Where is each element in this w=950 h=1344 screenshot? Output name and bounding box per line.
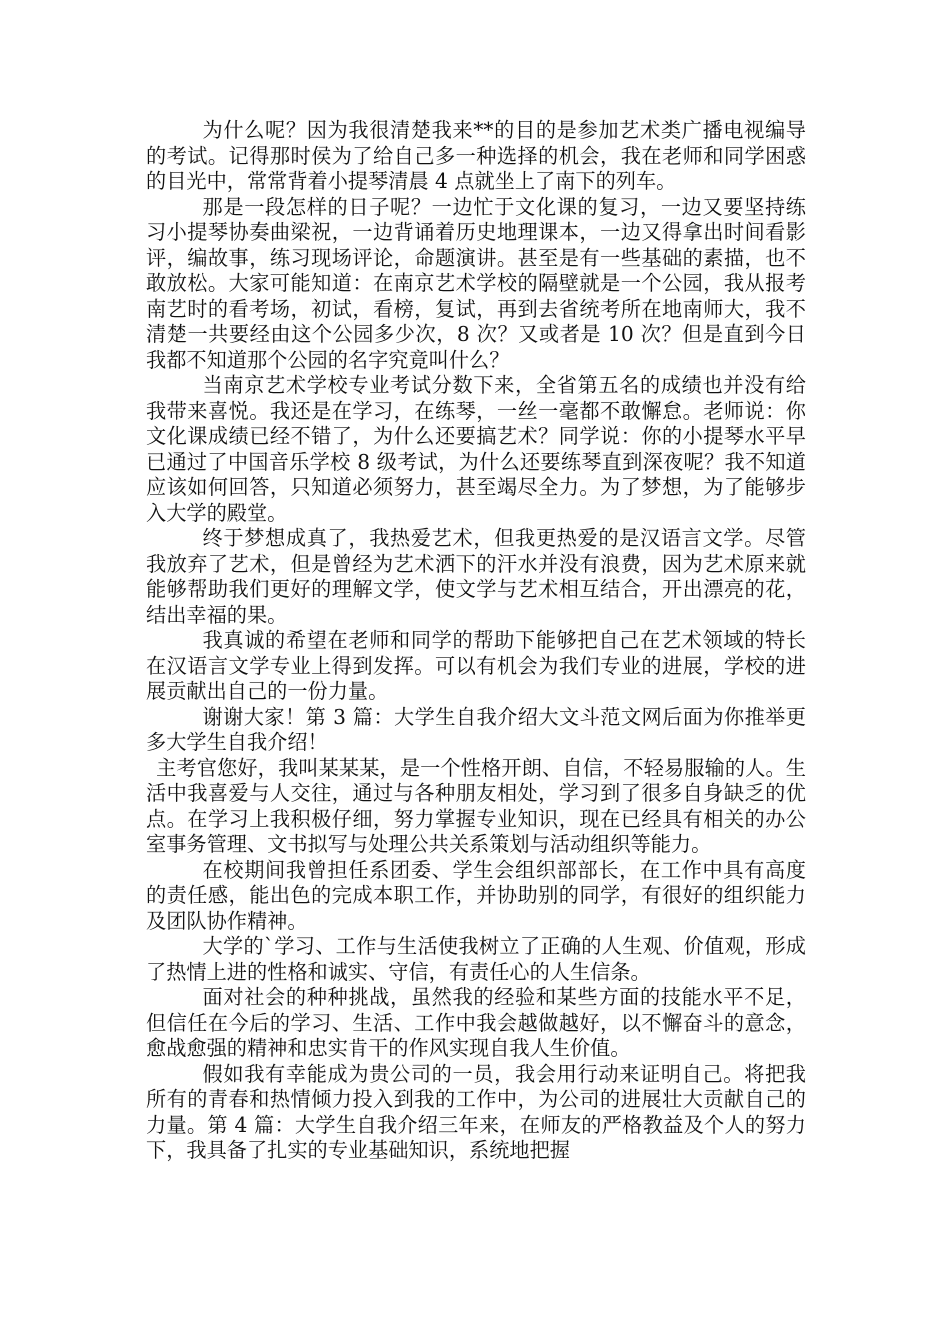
paragraph: 那是一段怎样的日子呢？一边忙于文化课的复习，一边又要坚持练习小提琴协奏曲梁祝，一边背诵着历史地理课本，一边又得拿出时间看影评，编故事，练习现场评论，命题演讲。甚至是有一些基础的素描，也不敢放松。大家可能知道：在南京艺术学校的隔壁就是一个公园，我从报考南艺时的看考场，初试，看榜，复试，再到去省统考所在地南师大，我不清楚一共要经由这个公园多少次，8 次？又或者是 10 次？但是直到今日我都不知道那个公园的名字究竟叫什么？	[146, 194, 806, 372]
paragraph: 大学的`学习、工作与生活使我树立了正确的人生观、价值观，形成了热情上进的性格和诚实、守信，有责任心的人生信条。	[146, 934, 806, 984]
paragraph: 在校期间我曾担任系团委、学生会组织部部长，在工作中具有高度的责任感，能出色的完成本职工作，并协助别的同学，有很好的组织能力及团队协作精神。	[146, 857, 806, 933]
paragraph: 谢谢大家！第 3 篇：大学生自我介绍大文斗范文网后面为你推举更多大学生自我介绍！	[146, 704, 806, 754]
paragraph: 当南京艺术学校专业考试分数下来，全省第五名的成绩也并没有给我带来喜悦。我还是在学习，在练琴，一丝一毫都不敢懈怠。老师说：你文化课成绩已经不错了，为什么还要搞艺术？同学说：你的小提琴水平早已通过了中国音乐学校 8 级考试，为什么还要练琴直到深夜呢？我不知道应该如何回答，只知道必须努力，甚至竭尽全力。为了梦想，为了能够步入大学的殿堂。	[146, 373, 806, 525]
paragraph: 为什么呢？因为我很清楚我来**的目的是参加艺术类广播电视编导的考试。记得那时侯为了给自己多一种选择的机会，我在老师和同学困惑的目光中，常常背着小提琴清晨 4 点就坐上了南下的列车。	[146, 118, 806, 193]
paragraph: 我真诚的希望在老师和同学的帮助下能够把自己在艺术领域的特长在汉语言文学专业上得到发挥。可以有机会为我们专业的进展，学校的进展贡献出自己的一份力量。	[146, 628, 806, 703]
document-page	[146, 118, 806, 1164]
paragraph: 终于梦想成真了，我热爱艺术，但我更热爱的是汉语言文学。尽管我放弃了艺术，但是曾经为艺术洒下的汗水并没有浪费，因为艺术原来就能够帮助我们更好的理解文学，使文学与艺术相互结合，开出漂亮的花，结出幸福的果。	[146, 526, 806, 627]
paragraph: 主考官您好，我叫某某某，是一个性格开朗、自信，不轻易服输的人。生活中我喜爱与人交往，通过与各种朋友相处，学习到了很多自身缺乏的优点。在学习上我积极仔细，努力掌握专业知识，现在已经具有相关的办公室事务管理、文书拟写与处理公共关系策划与活动组织等能力。	[146, 755, 806, 856]
paragraph: 面对社会的种种挑战，虽然我的经验和某些方面的技能水平不足，但信任在今后的学习、生活、工作中我会越做越好，以不懈奋斗的意念，愈战愈强的精神和忠实肯干的作风实现自我人生价值。	[146, 985, 806, 1060]
paragraph: 假如我有幸能成为贵公司的一员，我会用行动来证明自己。将把我所有的青春和热情倾力投入到我的工作中，为公司的进展壮大贡献自己的力量。第 4 篇：大学生自我介绍三年来，在师友的严格教益及个人的努力下，我具备了扎实的专业基础知识，系统地把握	[146, 1061, 806, 1162]
